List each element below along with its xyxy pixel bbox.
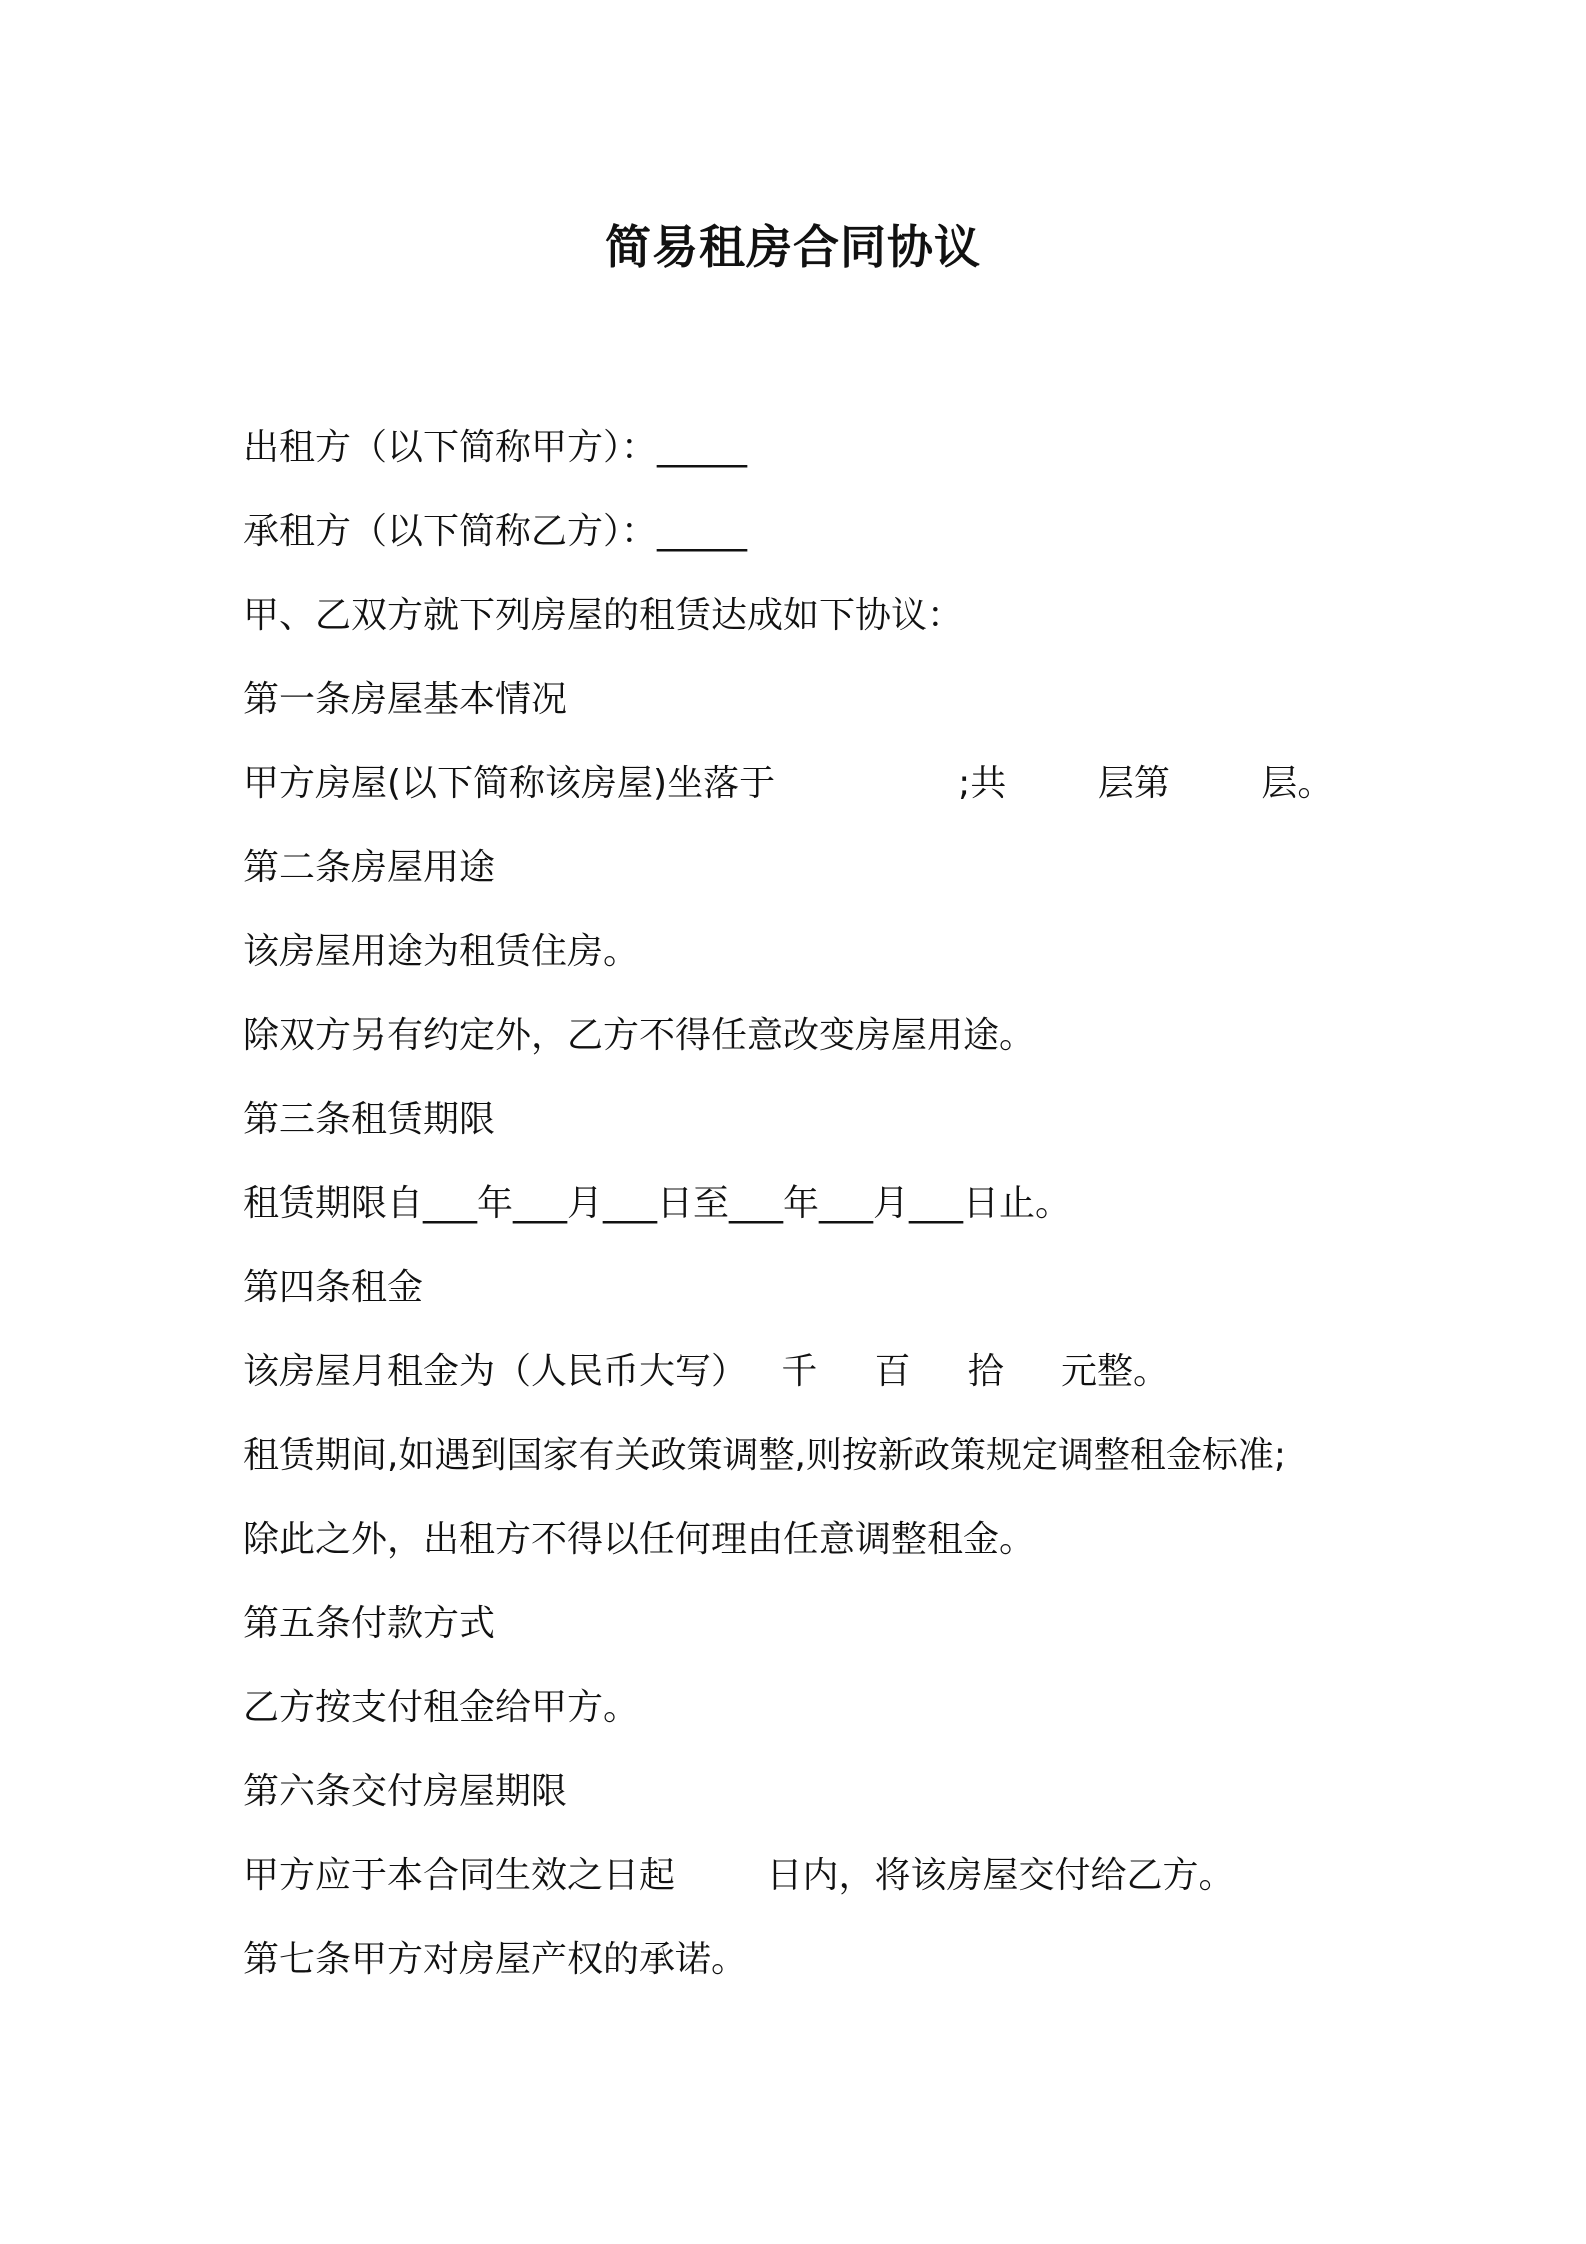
article-1-heading: 第一条房屋基本情况: [243, 679, 568, 720]
payment-method-line: 乙方按支付租金给甲方。: [243, 1687, 640, 1728]
lease-term-line: 租赁期限自___年___月___日至___年___月___日止。: [243, 1183, 1072, 1224]
document-body: [243, 406, 1363, 2002]
article-7-heading: 第七条甲方对房屋产权的承诺。: [243, 1939, 748, 1980]
agreement-intro: 甲、乙双方就下列房屋的租赁达成如下协议：: [243, 595, 964, 636]
article-6-heading: 第六条交付房屋期限: [243, 1771, 568, 1812]
house-use-line: 该房屋用途为租赁住房。: [243, 931, 640, 972]
rent-adjustment-restriction: 除此之外，出租方不得以任何理由任意调整租金。: [243, 1519, 1036, 1560]
handover-deadline-line: 甲方应于本合同生效之日起 日内，将该房屋交付给乙方。: [243, 1855, 1235, 1896]
article-2-heading: 第二条房屋用途: [243, 847, 496, 888]
document-title: 简易租房合同协议: [605, 220, 981, 274]
lessee-line: 承租方（以下简称乙方）：_____: [243, 511, 748, 552]
rent-adjustment-line: 租赁期间,如遇到国家有关政策调整,则按新政策规定调整租金标准;: [243, 1435, 1287, 1476]
article-3-heading: 第三条租赁期限: [243, 1099, 496, 1140]
article-4-heading: 第四条租金: [243, 1267, 424, 1308]
house-use-restriction: 除双方另有约定外，乙方不得任意改变房屋用途。: [243, 1015, 1036, 1056]
lessor-line: 出租方（以下简称甲方）：_____: [243, 427, 748, 468]
house-location-line: 甲方房屋(以下简称该房屋)坐落于 ;共 层第 层。: [243, 763, 1334, 804]
article-5-heading: 第五条付款方式: [243, 1603, 496, 1644]
monthly-rent-line: 该房屋月租金为（人民币大写） 千 百 拾 元整。: [243, 1351, 1169, 1392]
